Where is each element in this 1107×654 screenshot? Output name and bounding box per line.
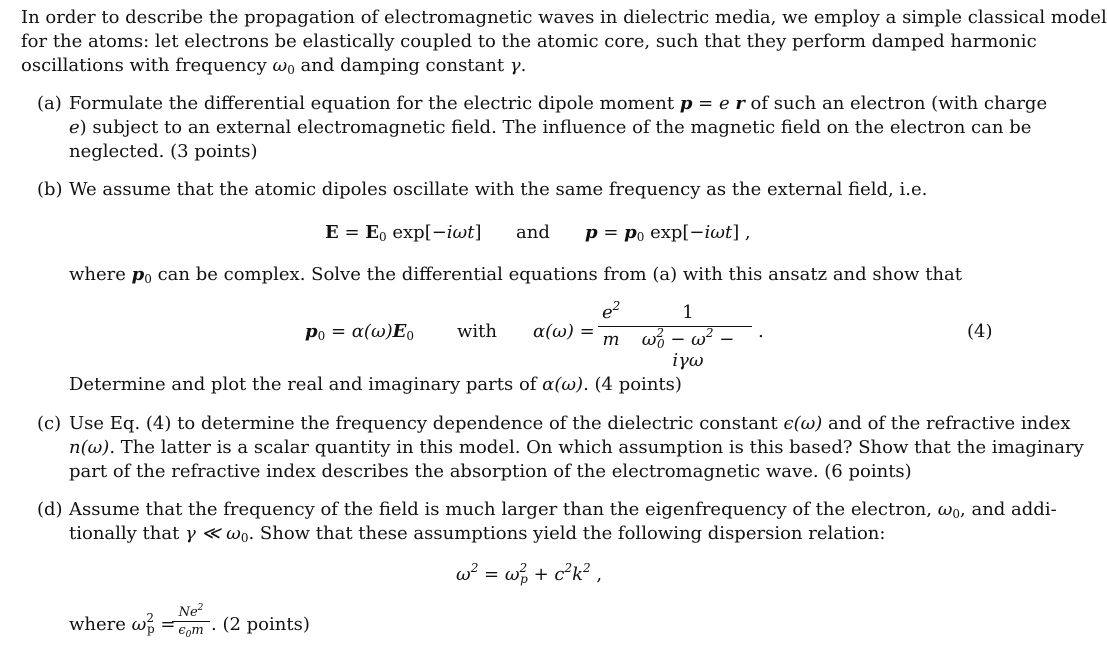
part-a-label: (a) bbox=[37, 93, 62, 114]
fraction-resonance-denominator: 1 $\omega^2_0 - \omega^2 - i\gamma\omega$ bbox=[624, 302, 752, 371]
equation-number-4: (4) bbox=[967, 321, 993, 342]
part-d-line-1: Assume that the frequency of the field is much larger than the eigenfrequency of the electron, $\omega_0$, and addi- bbox=[69, 499, 1057, 521]
equation-period: . bbox=[758, 321, 764, 342]
fraction-plasma-frequency: Ne$^2$ $\epsilon_0m$ bbox=[172, 605, 210, 638]
dispersion-relation: $\omega^2 = \omega^2_p + c^2k^2$ , bbox=[456, 561, 603, 586]
equation-p0-alpha: $p_0 = \alpha(\omega)E_0$ bbox=[305, 321, 415, 343]
part-a-line-1: Formulate the differential equation for the electric dipole moment p = e r of such an electron (with charge bbox=[69, 93, 1048, 114]
part-a-line-2: e) subject to an external electromagnetic field. The influence of the magnetic field on the electron can be bbox=[69, 117, 1032, 138]
part-d-label: (d) bbox=[37, 499, 63, 520]
part-c-line-3: part of the refractive index describes the absorption of the electromagnetic wave. (6 points) bbox=[69, 461, 912, 482]
intro-line-2: for the atoms: let electrons be elastically coupled to the atomic core, such that they perform damped harmonic bbox=[21, 31, 1037, 52]
part-c-line-1: Use Eq. (4) to determine the frequency dependence of the dielectric constant ϵ(ω) and of the refractive index bbox=[69, 413, 1071, 434]
part-d-line-3: where $\omega^2_p$ = bbox=[69, 611, 176, 636]
part-b-line-1: We assume that the atomic dipoles oscillate with the same frequency as the external field, i.e. bbox=[69, 179, 928, 200]
equation-field-E: $E = E_0$ exp[−iωt] bbox=[325, 222, 482, 244]
part-b-line-2: where $p_0$ can be complex. Solve the differential equations from (a) with this ansatz and show that bbox=[69, 264, 962, 286]
equation-and: and bbox=[516, 222, 550, 243]
equation-with: with bbox=[457, 321, 497, 342]
part-a-line-3: neglected. (3 points) bbox=[69, 141, 258, 162]
equation-dipole-p: $p = p_0$ exp[−iωt] , bbox=[585, 222, 751, 244]
part-d-points: . (2 points) bbox=[211, 614, 310, 635]
equation-alpha-lhs: α(ω) = bbox=[533, 321, 595, 342]
part-c-label: (c) bbox=[37, 413, 62, 434]
intro-line-1: In order to describe the propagation of electromagnetic waves in dielectric media, we employ a simple classical model bbox=[21, 7, 1107, 28]
intro-line-3: oscillations with frequency $\omega_0$ and damping constant γ. bbox=[21, 55, 527, 77]
part-b-line-3: Determine and plot the real and imaginary parts of α(ω). (4 points) bbox=[69, 374, 682, 395]
fraction-e2-over-m: $e^2$ m bbox=[598, 302, 624, 350]
part-b-label: (b) bbox=[37, 179, 63, 200]
part-c-line-2: n(ω). The latter is a scalar quantity in this model. On which assumption is this based? Show that the imaginary bbox=[69, 437, 1084, 458]
part-d-line-2: tionally that γ ≪ $\omega_0$. Show that these assumptions yield the following dispersion relation: bbox=[69, 523, 886, 545]
